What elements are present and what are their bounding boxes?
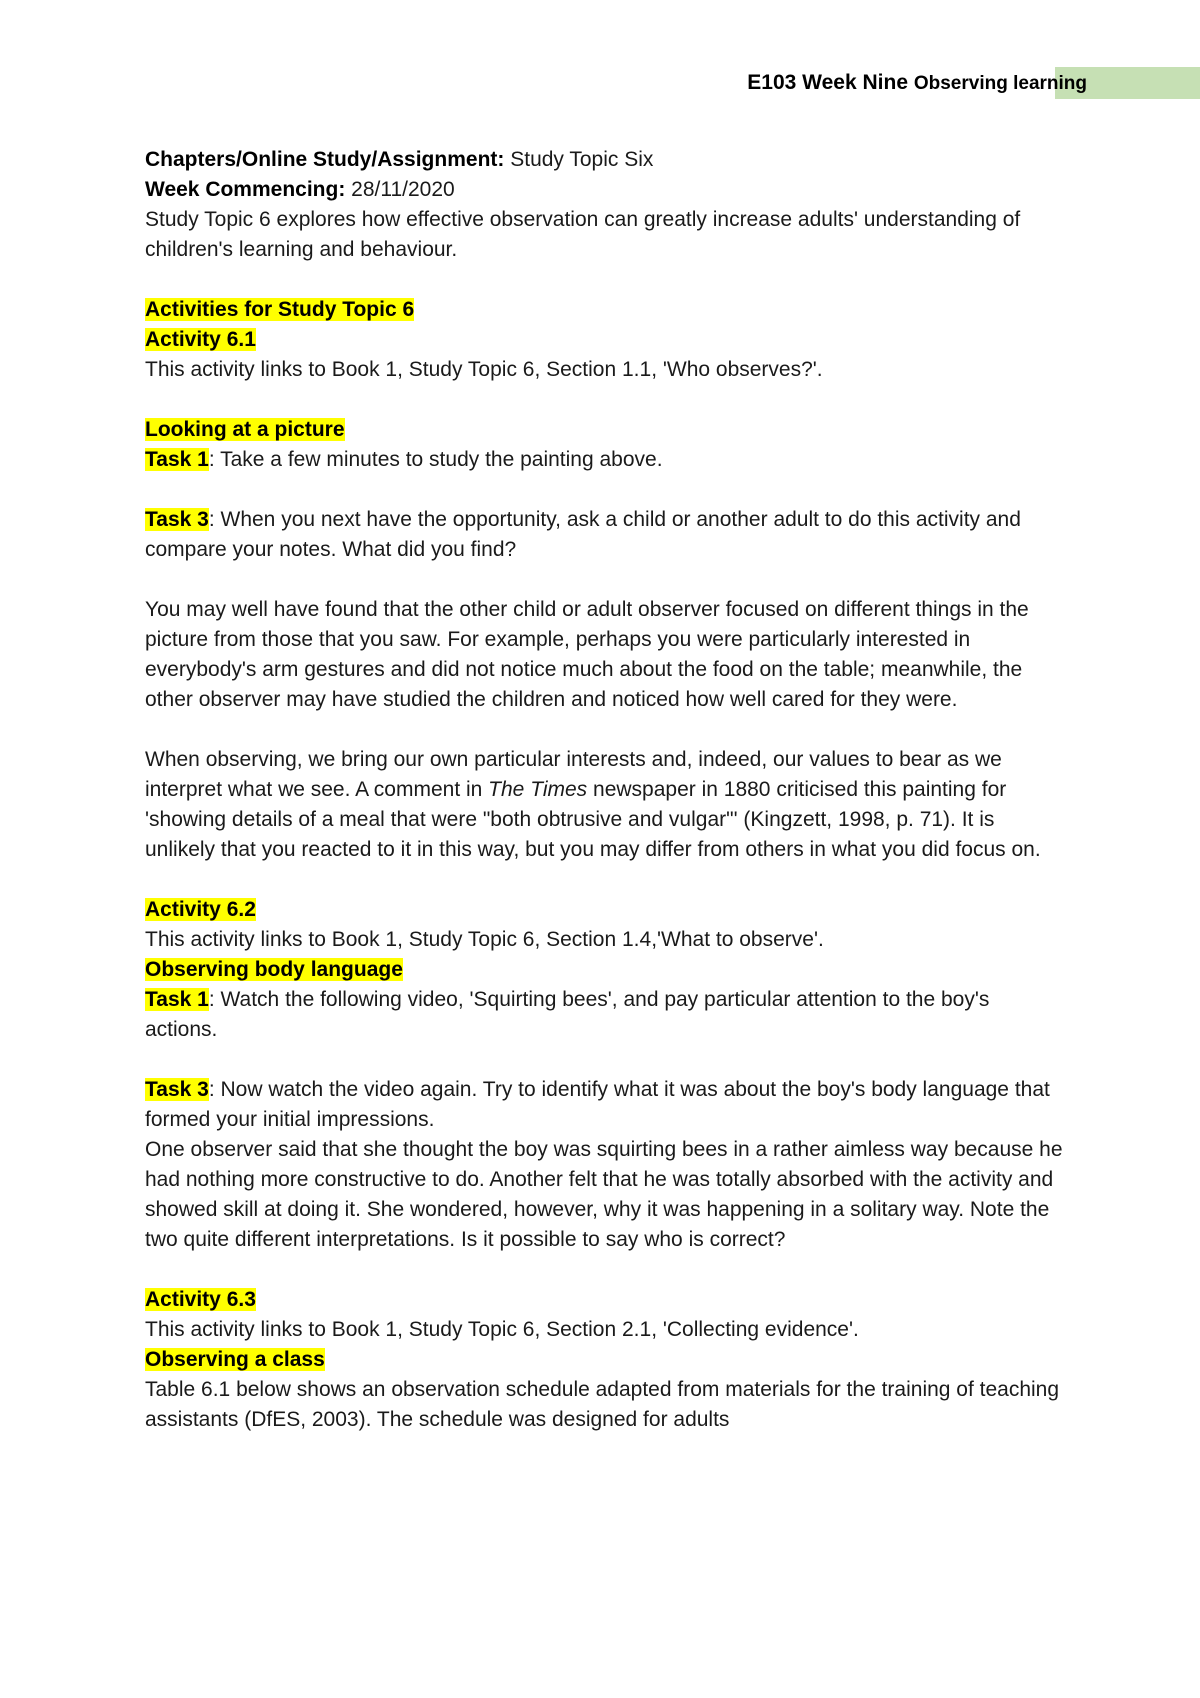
activity-6-3-paragraph: Table 6.1 below shows an observation schedule adapted from materials for the training of teaching assistants (DfES, 2003). The schedule was designed for adults: [145, 1378, 1060, 1431]
week-line: [145, 175, 1065, 205]
activity-6-2-task1: [145, 985, 1065, 1045]
activity-6-1-task1: [145, 445, 1065, 475]
task-text: : Now watch the video again. Try to identify what it was about the boy's body language that formed your initial impressions.: [145, 1078, 1050, 1131]
section-heading: Activities for Study Topic 6: [145, 298, 415, 321]
week-label: Week Commencing:: [145, 178, 346, 201]
activity-6-1-task3: [145, 505, 1065, 565]
task-label: Task 1: [145, 448, 209, 471]
document-body: [145, 145, 1065, 1435]
activity-6-1-heading: Activity 6.1: [145, 328, 256, 351]
activity-6-3-heading: Activity 6.3: [145, 1288, 256, 1311]
publication-title: The Times: [488, 778, 588, 801]
activity-6-3-link: This activity links to Book 1, Study Topic 6, Section 2.1, 'Collecting evidence'.: [145, 1318, 859, 1341]
task-text: : Take a few minutes to study the painting above.: [208, 448, 663, 471]
chapters-value: Study Topic Six: [504, 148, 654, 171]
activity-6-2-paragraph: One observer said that she thought the boy was squirting bees in a rather aimless way because he had nothing more constructive to do. Another felt that he was totally absorbed with the activity and showed skill at doing it. She wondered, however, why it was happening in a solitary way. Note the two quite different interpretations. Is it possible to say who is correct?: [145, 1138, 1063, 1251]
activity-6-1-paragraph: You may well have found that the other child or adult observer focused on different things in the picture from those that you saw. For example, perhaps you were particularly interested in everybody's arm gestures and did not notice much about the food on the table; meanwhile, the other observer may have studied the children and noticed how well cared for they were.: [145, 598, 1029, 711]
activity-6-2-subheading: Observing body language: [145, 958, 403, 981]
task-label: Task 1: [145, 988, 209, 1011]
chapters-line: [145, 145, 1065, 175]
activity-6-1-link: This activity links to Book 1, Study Topic 6, Section 1.1, 'Who observes?'.: [145, 358, 823, 381]
activity-6-3-subheading: Observing a class: [145, 1348, 325, 1371]
activity-6-1-subheading: Looking at a picture: [145, 418, 345, 441]
activity-6-2-task3: [145, 1075, 1065, 1135]
task-text: : When you next have the opportunity, ask a child or another adult to do this activity and compare your notes. What did you find?: [145, 508, 1021, 561]
para-text: newspaper in 1880 criticised this painting for 'showing details of a meal that were "both obtrusive and vulgar"' (Kingzett, 1998, p. 71). It is unlikely that you reacted to it in this way, but you may differ from others in what you did focus on.: [145, 778, 1041, 861]
chapters-label: Chapters/Online Study/Assignment:: [145, 148, 505, 171]
task-label: Task 3: [145, 1078, 209, 1101]
activity-6-2-link: This activity links to Book 1, Study Topic 6, Section 1.4,'What to observe'.: [145, 928, 824, 951]
header-title-main: E103 Week Nine: [747, 71, 914, 94]
para-text: When observing, we bring our own particular interests and, indeed, our values to bear as we interpret what we see. A comment in: [145, 748, 1002, 801]
activity-6-1-paragraph-2: [145, 745, 1065, 865]
activity-6-2-heading: Activity 6.2: [145, 898, 256, 921]
page-header-title: [747, 71, 1087, 95]
task-text: : Watch the following video, 'Squirting bees', and pay particular attention to the boy's actions.: [145, 988, 990, 1041]
week-value: 28/11/2020: [345, 178, 455, 201]
task-label: Task 3: [145, 508, 209, 531]
intro-description: Study Topic 6 explores how effective observation can greatly increase adults' understanding of children's learning and behaviour.: [145, 208, 1021, 261]
header-title-sub: Observing learning: [913, 73, 1087, 94]
